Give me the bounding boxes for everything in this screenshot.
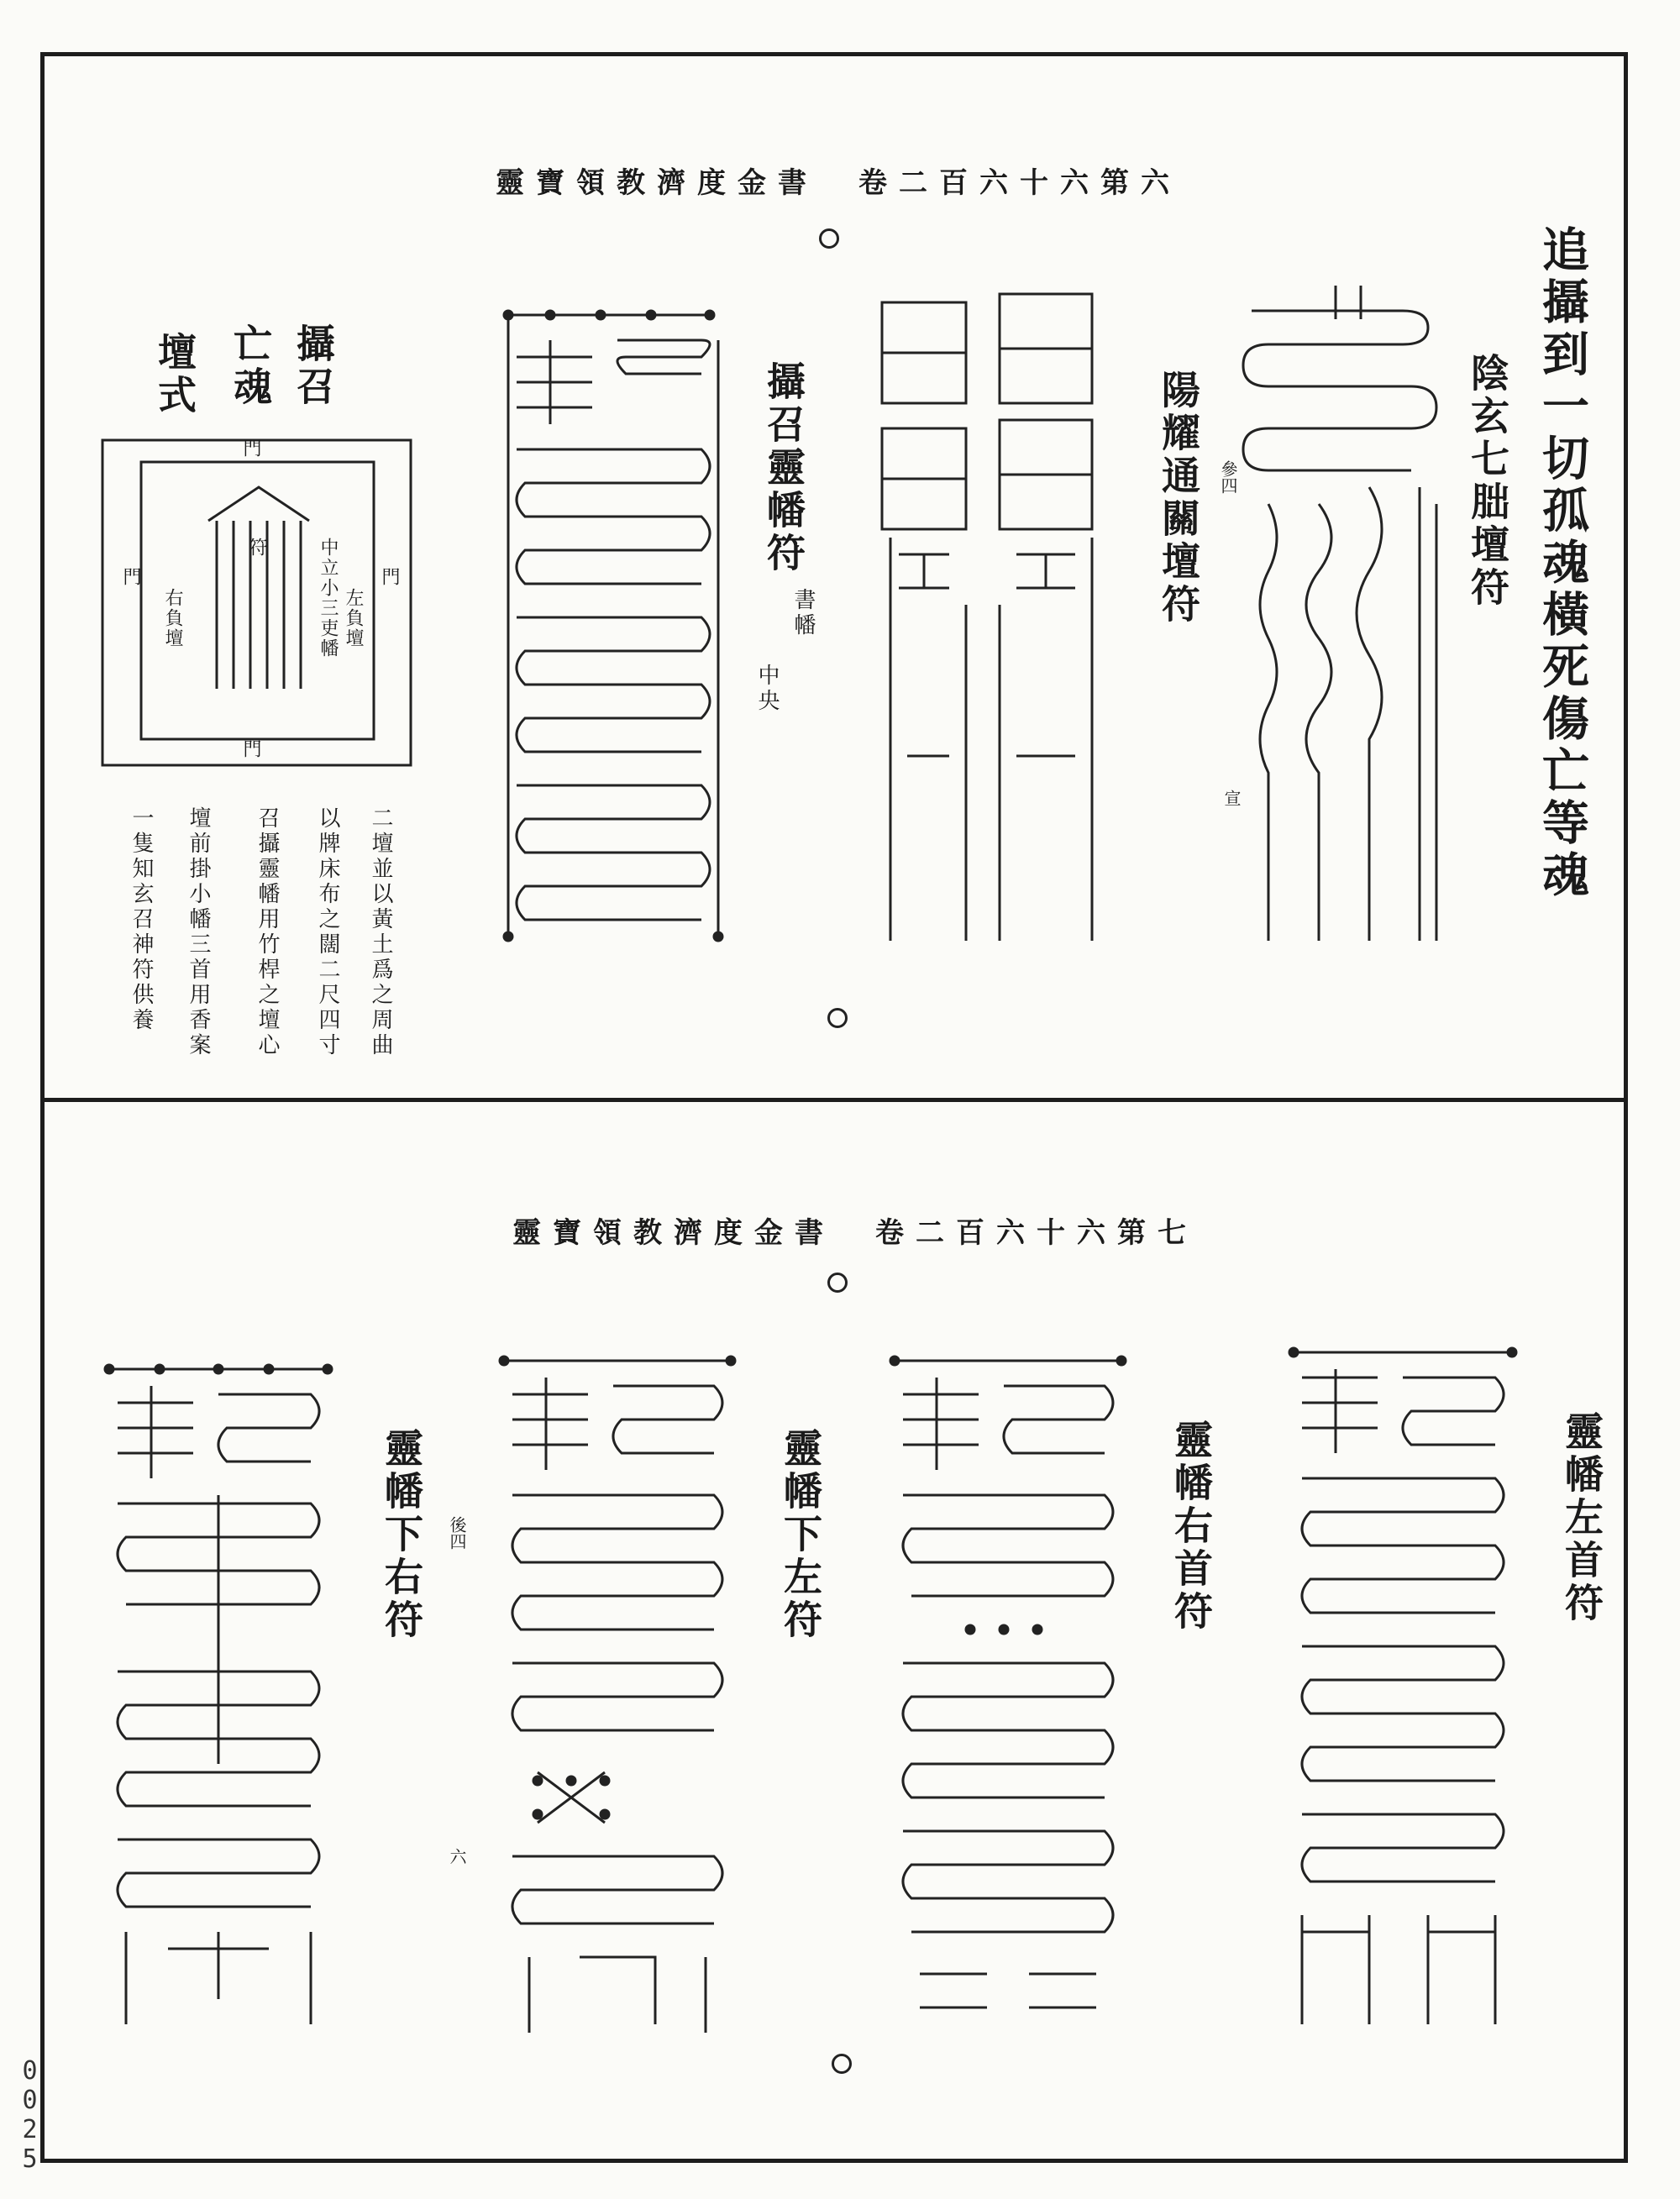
right-head-talisman	[886, 1352, 1130, 2041]
banner-title: 攝召靈幡符	[761, 361, 806, 575]
note-5: 一隻知玄召神符供養	[129, 806, 154, 1033]
right-head-title: 靈幡右首符	[1168, 1420, 1214, 1634]
yang-altar-title: 陽耀通關壇符	[1156, 370, 1201, 627]
note-1: 二壇並以黃土爲之周曲	[368, 806, 393, 1058]
left-head-title: 靈幡左首符	[1559, 1411, 1604, 1625]
fold-mark-b: 宣	[1221, 790, 1242, 806]
note-3: 召攝靈幡用竹桿之壇心	[255, 806, 280, 1058]
altar-title-a: 攝召	[291, 323, 336, 409]
altar-bottom-label: 門	[240, 739, 261, 759]
binding-hole	[827, 1008, 848, 1028]
yin-talisman	[1235, 286, 1453, 949]
yin-altar-title: 陰玄七朏壇符	[1465, 353, 1510, 610]
lower-right-title: 靈幡下右符	[379, 1428, 424, 1642]
altar-left-label: 門	[120, 567, 141, 587]
note-2: 以牌床布之闊二尺四寸	[315, 806, 340, 1058]
altar-center-label: 符	[246, 538, 267, 558]
lower-right-talisman	[101, 1361, 336, 2033]
main-title: 追攝到一切孤魂橫死傷亡等魂	[1535, 225, 1590, 902]
left-head-talisman	[1285, 1344, 1520, 2033]
page-mark: 六	[447, 1848, 467, 1865]
note-4: 壇前掛小幡三首用香案	[186, 806, 211, 1058]
altar-right-label: 門	[379, 567, 400, 587]
lower-left-talisman	[496, 1352, 739, 2041]
banner-note-a: 書幡	[790, 588, 816, 638]
banner-note-b: 中央	[754, 664, 780, 714]
fold-mark-bottom: 後四	[447, 1516, 467, 1550]
binding-hole	[832, 2054, 852, 2074]
banner-talisman	[500, 307, 727, 945]
top-header: 靈寶領教濟度金書 卷二百六十六第六	[496, 166, 1181, 200]
binding-hole	[819, 228, 839, 249]
altar-right-side: 左負壇	[343, 588, 364, 648]
binding-hole	[827, 1273, 848, 1293]
altar-left-side: 右負壇	[162, 588, 183, 648]
yang-talisman	[874, 286, 1109, 949]
altar-title-c: 壇式	[152, 332, 197, 417]
page-divider	[40, 1098, 1628, 1102]
altar-mid-label: 中立小三吏幡	[318, 538, 339, 659]
altar-diagram	[99, 437, 414, 769]
lower-left-title: 靈幡下左符	[778, 1428, 823, 1642]
altar-top-label: 門	[240, 438, 261, 459]
altar-title-b: 亡魂	[228, 323, 273, 409]
page-number: 0025	[15, 2056, 45, 2174]
bottom-header: 靈寶領教濟度金書 卷二百六十六第七	[512, 1216, 1198, 1250]
fold-mark: 參四	[1218, 460, 1238, 494]
